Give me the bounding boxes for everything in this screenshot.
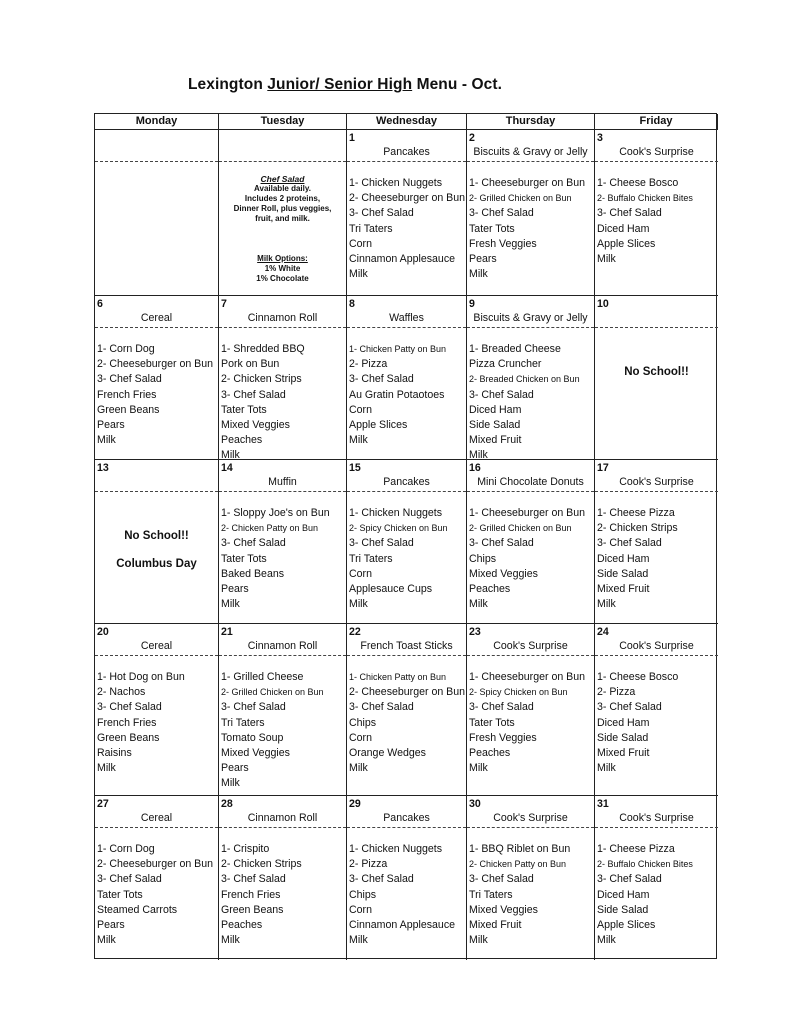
menu-item: 3- Chef Salad [469,873,534,886]
chef-salad-line: Available daily. [254,184,311,193]
chef-salad-note [219,162,346,284]
menu-item: 3- Chef Salad [221,701,286,714]
menu-item: Milk [221,777,240,790]
breakfast-special: Cereal [140,812,173,824]
menu-item: Mixed Veggies [221,419,290,432]
day-cell [95,130,219,296]
day-cell-header [95,460,218,492]
menu-item: Fresh Veggies [469,237,537,250]
menu-item-list [219,656,346,792]
menu-item: 3- Chef Salad [469,207,534,220]
day-header: Thursday [467,114,595,130]
menu-item: 1- Cheese Pizza [597,507,675,519]
menu-item-list [347,162,466,282]
menu-item: Applesauce Cups [349,583,433,596]
day-cell-header [595,130,718,162]
menu-item: Tri Taters [469,888,513,901]
menu-item: Milk [97,762,116,775]
breakfast-special: Mini Chocolate Donuts [477,476,584,488]
menu-calendar [94,113,717,959]
day-number: 29 [349,798,361,810]
menu-item: 1- Corn Dog [97,843,155,855]
chef-salad-line: Includes 2 proteins, [244,194,321,203]
day-cell-header [467,624,594,656]
day-cell [595,460,718,624]
menu-item-list [467,656,594,776]
menu-item: 3- Chef Salad [597,701,662,714]
breakfast-special: Waffles [389,312,424,324]
menu-item: Raisins [97,747,132,760]
day-cell-header [95,296,218,328]
menu-item: Side Salad [469,419,521,432]
day-cell-header [219,460,346,492]
page-title [0,76,690,94]
menu-item: Pears [97,419,125,432]
menu-item: 2- Pizza [349,858,388,871]
menu-item: Milk [349,934,368,947]
menu-item: Diced Ham [469,403,522,416]
breakfast-special: Pancakes [383,146,430,158]
menu-item-list [219,492,346,612]
menu-item: Fresh Veggies [469,731,537,744]
menu-item: Corn [349,403,372,416]
menu-item: 1- Chicken Patty on Bun [349,672,447,682]
menu-item: 2- Chicken Patty on Bun [469,859,567,870]
day-cell [95,624,219,796]
menu-item-list [347,656,466,776]
day-number: 15 [349,462,361,474]
breakfast-special: Pancakes [383,476,430,488]
menu-item-list [467,828,594,948]
menu-item: 3- Chef Salad [597,207,662,220]
day-cell-header [95,624,218,656]
title-underlined: Junior/ Senior High [267,76,413,93]
menu-item: Milk [97,434,116,447]
menu-item: 3- Chef Salad [597,873,662,886]
menu-item: Green Beans [97,403,160,416]
day-header: Tuesday [219,114,347,130]
menu-item: Milk [469,268,488,281]
menu-item: 1- Sloppy Joe's on Bun [221,507,330,519]
day-cell [347,624,467,796]
day-cell-header [467,796,594,828]
day-number: 1 [349,132,355,144]
day-header: Wednesday [347,114,467,130]
menu-item: Corn [349,903,372,916]
menu-item: Side Salad [597,567,649,580]
breakfast-special: Cook's Surprise [619,640,694,652]
menu-item: 2- Chicken Patty on Bun [221,523,319,534]
menu-item: Diced Ham [597,222,650,235]
menu-item: French Fries [97,716,157,729]
menu-item: Diced Ham [597,888,650,901]
breakfast-special: Cinnamon Roll [247,312,318,324]
menu-item-list [595,656,718,776]
milk-option: 1% White [264,264,301,273]
menu-item: Corn [349,567,372,580]
menu-item: Side Salad [597,731,649,744]
day-number: 17 [597,462,609,474]
menu-item: Apple Slices [349,419,408,432]
day-cell-header [595,796,718,828]
day-cell-header [347,130,466,162]
day-cell-header [595,296,718,328]
day-header: Friday [595,114,718,130]
menu-item-list [219,828,346,948]
menu-item: Mixed Fruit [469,919,522,932]
chef-salad-line: Dinner Roll, plus veggies, [233,204,332,213]
day-cell [595,796,718,960]
menu-item: French Fries [221,888,281,901]
menu-item-list [95,328,218,448]
no-school-line: No School!! [624,366,689,378]
menu-item-list [467,162,594,282]
menu-item: Milk [469,449,488,462]
day-number: 24 [597,626,609,638]
breakfast-special: Pancakes [383,812,430,824]
day-cell [219,796,347,960]
menu-item: Tomato Soup [221,731,284,744]
no-school-notice [95,492,218,578]
menu-item: Tater Tots [221,403,267,416]
menu-item: Pears [221,762,249,775]
menu-item-list [347,328,466,448]
menu-item: 1- Cheeseburger on Bun [469,177,586,189]
menu-item: Milk [221,934,240,947]
menu-item: Pears [221,583,249,596]
menu-item: 3- Chef Salad [221,873,286,886]
menu-item: Peaches [469,583,511,596]
day-cell [467,130,595,296]
menu-item: Mixed Fruit [469,434,522,447]
day-cell-header [219,130,346,162]
day-cell-header [595,460,718,492]
day-number: 22 [349,626,361,638]
menu-item: Tri Taters [349,222,393,235]
breakfast-special: Cereal [140,312,173,324]
day-number: 8 [349,298,355,310]
menu-item: Au Gratin Potaotoes [349,388,445,401]
day-number: 6 [97,298,103,310]
menu-item: Tri Taters [349,552,393,565]
menu-item: 3- Chef Salad [97,701,162,714]
menu-item: 2- Grilled Chicken on Bun [469,523,572,534]
menu-item: 2- Cheeseburger on Bun [349,686,466,699]
menu-item-list [595,492,718,612]
menu-item: Diced Ham [597,552,650,565]
day-number: 23 [469,626,481,638]
menu-item: 1- Shredded BBQ [221,343,305,355]
menu-item: 1- Cheese Bosco [597,177,679,189]
menu-item: 2- Buffalo Chicken Bites [597,193,693,204]
day-cell [467,624,595,796]
menu-item: Chips [469,552,497,565]
menu-item: 1- Cheese Pizza [597,843,675,855]
menu-item: 3- Chef Salad [597,537,662,550]
menu-item: Mixed Veggies [221,747,290,760]
breakfast-special: Cook's Surprise [619,476,694,488]
menu-item: Apple Slices [597,919,656,932]
menu-item-list [467,328,594,464]
day-number: 14 [221,462,233,474]
day-number: 20 [97,626,109,638]
chef-salad-title: Chef Salad [260,174,305,184]
menu-item: 1- Chicken Nuggets [349,177,443,189]
menu-item: Pears [469,253,497,266]
day-number: 21 [221,626,233,638]
day-cell-header [95,796,218,828]
menu-item: 1- Chicken Nuggets [349,843,443,855]
menu-item: Tater Tots [469,222,515,235]
menu-item: Green Beans [97,731,160,744]
menu-item: 3- Chef Salad [349,207,414,220]
breakfast-special: Cinnamon Roll [247,812,318,824]
menu-item: 1- Cheeseburger on Bun [469,671,586,683]
menu-item-list [595,162,718,267]
menu-item: Corn [349,237,372,250]
menu-item: Milk [597,762,616,775]
menu-item: 1- Cheese Bosco [597,671,679,683]
breakfast-special: Cereal [140,640,173,652]
menu-item: Milk [469,934,488,947]
menu-item: 3- Chef Salad [469,388,534,401]
day-cell-header [467,296,594,328]
day-cell-header [347,296,466,328]
menu-item: Corn [349,731,372,744]
chef-salad-line: fruit, and milk. [255,214,310,223]
menu-item: Milk [349,434,368,447]
menu-item: Milk [349,268,368,281]
menu-item: 1- BBQ Riblet on Bun [469,843,571,855]
day-cell [595,130,718,296]
day-cell-header [219,624,346,656]
menu-item: 2- Breaded Chicken on Bun [469,374,580,385]
menu-item: Tri Taters [221,716,265,729]
day-number: 16 [469,462,481,474]
menu-item: 2- Chicken Strips [221,373,302,386]
day-cell-header [595,624,718,656]
menu-item: 1- Breaded Cheese [469,343,561,355]
title-post: Menu - Oct. [412,76,503,93]
menu-item: Tater Tots [97,888,143,901]
menu-item: Pizza Cruncher [469,358,542,371]
breakfast-special: Biscuits & Gravy or Jelly [473,146,588,158]
day-cell-header [467,460,594,492]
menu-item: 3- Chef Salad [469,537,534,550]
day-number: 31 [597,798,609,810]
menu-item: Tater Tots [469,716,515,729]
day-header: Monday [95,114,219,130]
menu-item: 2- Buffalo Chicken Bites [597,859,693,870]
menu-item: 3- Chef Salad [469,701,534,714]
menu-item: Peaches [469,747,511,760]
day-cell [95,796,219,960]
menu-item: 1- Corn Dog [97,343,155,355]
day-cell-header [347,624,466,656]
day-cell [347,130,467,296]
breakfast-special: Cinnamon Roll [247,640,318,652]
breakfast-special: Cook's Surprise [619,812,694,824]
breakfast-special: Cook's Surprise [493,812,568,824]
menu-item: 3- Chef Salad [349,537,414,550]
menu-item: Peaches [221,919,263,932]
menu-item: 3- Chef Salad [221,388,286,401]
menu-item: Orange Wedges [349,747,426,760]
day-number: 2 [469,132,475,144]
day-cell [219,460,347,624]
day-cell [219,296,347,460]
menu-item: Steamed Carrots [97,903,178,916]
day-cell-header [95,130,218,162]
menu-item: 2- Pizza [349,358,388,371]
menu-item: 1- Cheeseburger on Bun [469,507,586,519]
day-cell-header [219,796,346,828]
menu-item-list [95,656,218,776]
day-number: 30 [469,798,481,810]
menu-item: 3- Chef Salad [349,873,414,886]
day-cell-header [347,796,466,828]
day-number: 28 [221,798,233,810]
menu-item: 2- Chicken Strips [597,522,678,535]
menu-item: Apple Slices [597,237,656,250]
menu-item: Baked Beans [221,567,285,580]
menu-item: Milk [349,762,368,775]
day-cell-header [467,130,594,162]
menu-item: Milk [469,762,488,775]
day-cell [347,796,467,960]
menu-item: Milk [597,934,616,947]
menu-item: Side Salad [597,903,649,916]
no-school-line: No School!! [124,530,189,542]
menu-item: 1- Crispito [221,843,270,855]
day-cell [347,296,467,460]
title-pre: Lexington [187,76,268,93]
day-cell [95,460,219,624]
menu-item: Mixed Fruit [597,583,650,596]
menu-item: Milk [97,934,116,947]
day-cell [95,296,219,460]
menu-item: 3- Chef Salad [97,373,162,386]
menu-item: 1- Grilled Cheese [221,671,304,683]
menu-item: 2- Grilled Chicken on Bun [221,687,324,698]
menu-item: French Fries [97,388,157,401]
menu-item: Green Beans [221,903,284,916]
day-cell [219,624,347,796]
menu-item: 2- Chicken Strips [221,858,302,871]
menu-item: 1- Chicken Patty on Bun [349,344,447,354]
menu-item: Cinnamon Applesauce [349,253,456,266]
menu-item: Milk [221,598,240,611]
day-cell-header [347,460,466,492]
menu-item: 1- Hot Dog on Bun [97,671,185,683]
menu-item-list [347,492,466,612]
menu-item: 2- Grilled Chicken on Bun [469,193,572,204]
no-school-line: Columbus Day [116,558,197,570]
breakfast-special: Cook's Surprise [493,640,568,652]
day-number: 13 [97,462,109,474]
menu-item: Milk [221,449,240,462]
day-number: 10 [597,298,609,310]
menu-item-list [95,162,218,176]
day-cell [595,296,718,460]
day-number: 3 [597,132,603,144]
day-cell-header [219,296,346,328]
menu-item: Milk [349,598,368,611]
menu-item-list [467,492,594,612]
menu-item: Pears [97,919,125,932]
menu-item: Chips [349,716,377,729]
breakfast-special: French Toast Sticks [360,640,453,652]
no-school-notice [595,328,718,386]
milk-options-title: Milk Options: [257,254,308,263]
day-number: 7 [221,298,227,310]
day-cell [467,296,595,460]
menu-item: Mixed Veggies [469,567,538,580]
menu-item: Diced Ham [597,716,650,729]
menu-item: 2- Cheeseburger on Bun [97,858,214,871]
menu-item: 2- Spicy Chicken on Bun [469,687,568,698]
menu-item: Milk [469,598,488,611]
day-cell [595,624,718,796]
menu-item: 3- Chef Salad [349,701,414,714]
menu-item: Chips [349,888,377,901]
menu-item-list [95,828,218,948]
day-cell [347,460,467,624]
breakfast-special: Biscuits & Gravy or Jelly [473,312,588,324]
menu-item-list [595,828,718,948]
menu-item: Mixed Fruit [597,747,650,760]
menu-item: Cinnamon Applesauce [349,919,456,932]
menu-item: 1- Chicken Nuggets [349,507,443,519]
menu-item: 3- Chef Salad [349,373,414,386]
day-cell [467,460,595,624]
breakfast-special: Cook's Surprise [619,146,694,158]
menu-item: 2- Cheeseburger on Bun [349,192,466,205]
menu-item: 2- Pizza [597,686,636,699]
day-number: 27 [97,798,109,810]
menu-item: Pork on Bun [221,358,280,371]
menu-item: Peaches [221,434,263,447]
milk-option: 1% Chocolate [256,274,309,283]
menu-item: 3- Chef Salad [221,537,286,550]
menu-item-list [219,328,346,464]
menu-item: Milk [597,253,616,266]
menu-item: 2- Spicy Chicken on Bun [349,523,448,534]
menu-item: Tater Tots [221,552,267,565]
day-number: 9 [469,298,475,310]
menu-item: 2- Cheeseburger on Bun [97,358,214,371]
day-cell [219,130,347,296]
day-cell [467,796,595,960]
menu-item: 3- Chef Salad [97,873,162,886]
menu-item: 2- Nachos [97,686,146,699]
menu-item-list [347,828,466,948]
menu-item: Milk [597,598,616,611]
breakfast-special: Muffin [268,476,297,488]
menu-item: Mixed Veggies [469,903,538,916]
